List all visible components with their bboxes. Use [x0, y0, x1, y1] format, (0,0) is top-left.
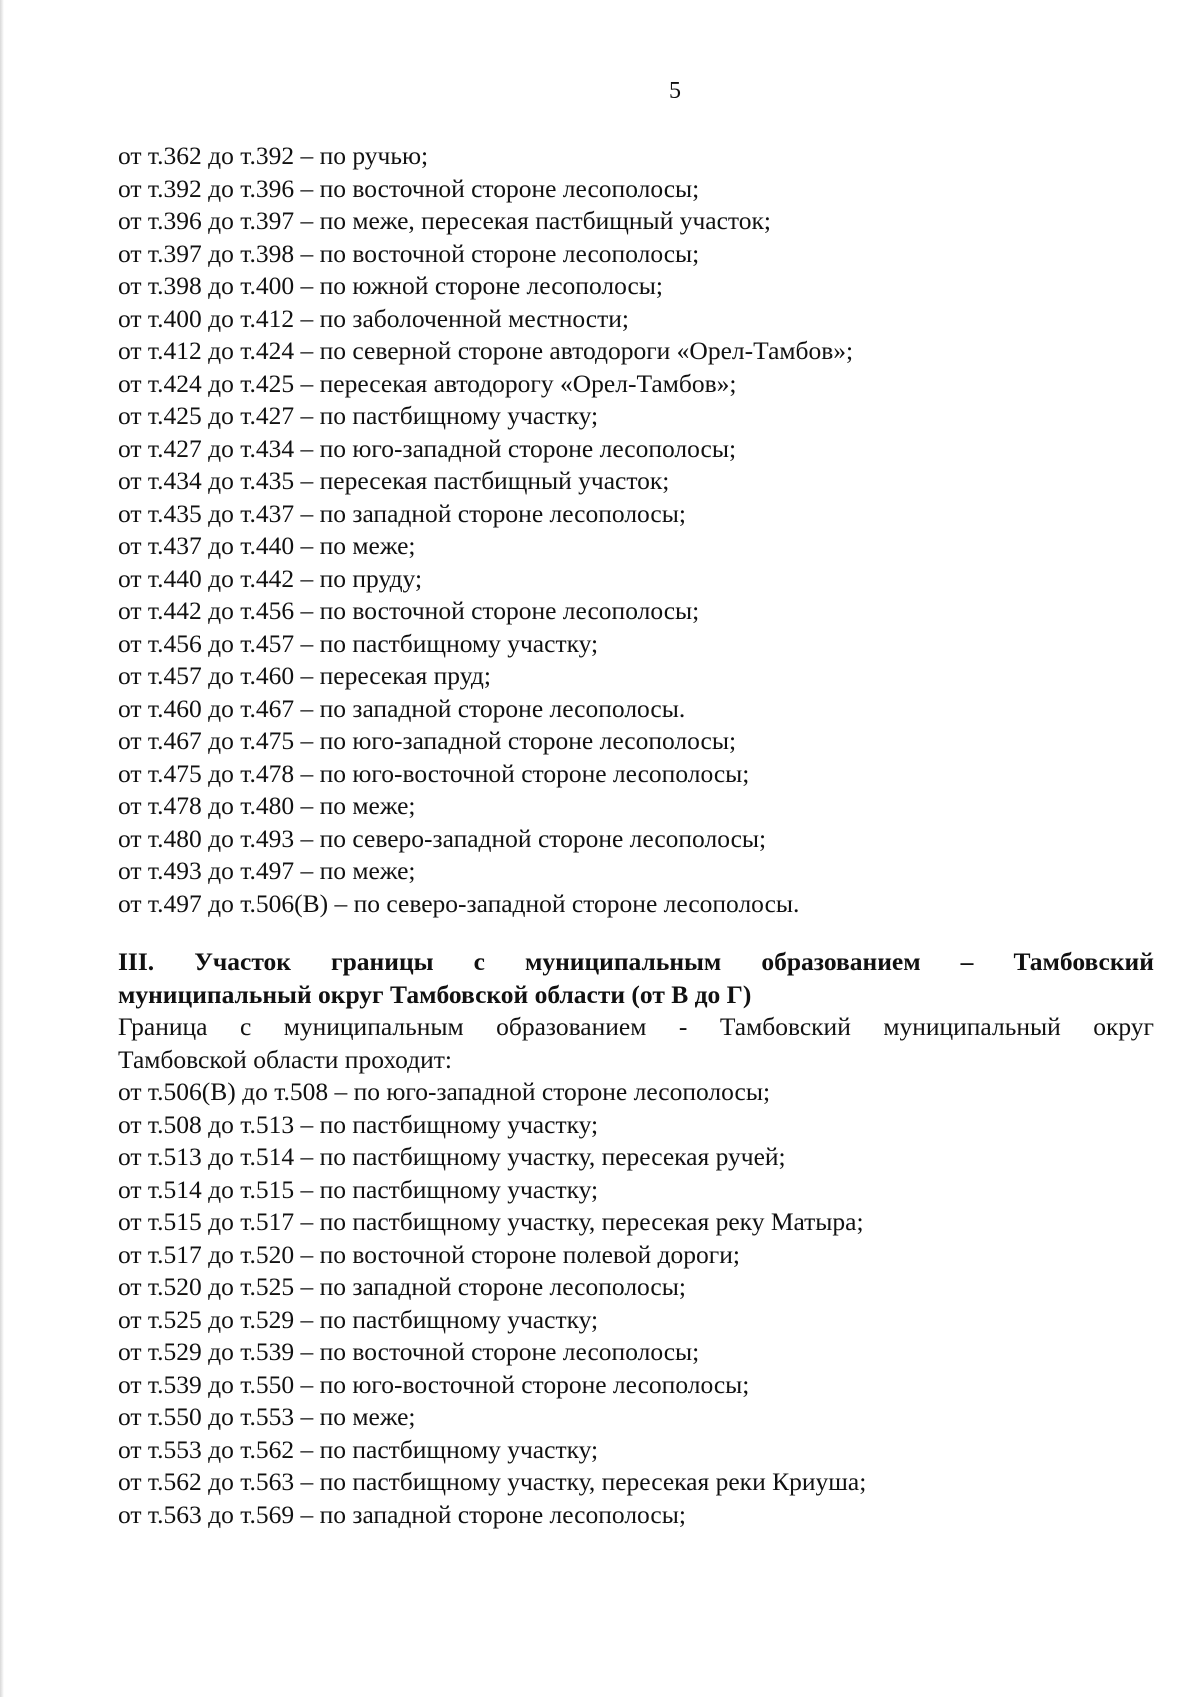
- list-item: от т.563 до т.569 – по западной стороне лесополосы;: [118, 1499, 686, 1529]
- heading-word: Участок: [194, 947, 291, 976]
- list-item: от т.437 до т.440 – по меже;: [118, 531, 416, 560]
- list-item: от т.442 до т.456 – по восточной стороне лесополосы;: [118, 596, 700, 625]
- list-item: от т.525 до т.529 – по пастбищному участку;: [118, 1304, 599, 1334]
- section-heading-line2: муниципальный округ Тамбовской области (от В до Г): [118, 979, 752, 1009]
- section-intro-line2: Тамбовской области проходит:: [118, 1044, 452, 1074]
- list-item: от т.460 до т.467 – по западной стороне лесополосы.: [118, 693, 686, 723]
- heading-word: III.: [118, 947, 155, 976]
- list-item: от т.539 до т.550 – по юго-восточной стороне лесополосы;: [118, 1369, 750, 1399]
- list-item: от т.520 до т.525 – по западной стороне лесополосы;: [118, 1272, 686, 1301]
- section-intro-line1: [118, 1011, 1154, 1044]
- list-item: от т.392 до т.396 – по восточной стороне лесополосы;: [118, 173, 700, 203]
- list-item: от т.435 до т.437 – по западной стороне лесополосы;: [118, 498, 686, 528]
- list-item: от т.396 до т.397 – по меже, пересекая пастбищный участок;: [118, 206, 771, 235]
- list-item: от т.529 до т.539 – по восточной стороне лесополосы;: [118, 1337, 700, 1366]
- list-item: от т.427 до т.434 – по юго-западной стороне лесополосы;: [118, 433, 737, 463]
- list-item: от т.412 до т.424 – по северной стороне автодороги «Орел-Тамбов»;: [118, 336, 854, 365]
- list-item: от т.467 до т.475 – по юго-западной стороне лесополосы;: [118, 726, 737, 755]
- heading-word: Тамбовский: [1013, 947, 1154, 976]
- section-iii: [118, 946, 1154, 1531]
- page-number: 5: [669, 78, 681, 104]
- list-item: от т.515 до т.517 – по пастбищному участку, пересекая реку Матыра;: [118, 1207, 864, 1236]
- list-item: от т.508 до т.513 – по пастбищному участку;: [118, 1109, 599, 1139]
- list-item: от т.562 до т.563 – по пастбищному участку, пересекая реки Криуша;: [118, 1467, 867, 1496]
- intro-word: образованием: [496, 1012, 647, 1041]
- list-item: от т.424 до т.425 – пересекая автодорогу «Орел-Тамбов»;: [118, 368, 737, 398]
- section-intro: [118, 1011, 1154, 1076]
- heading-word: с: [473, 947, 485, 976]
- intro-word: с: [239, 1012, 252, 1041]
- list-item: от т.550 до т.553 – по меже;: [118, 1402, 416, 1431]
- list-item: от т.478 до т.480 – по меже;: [118, 791, 416, 820]
- scan-edge-shadow: [0, 0, 4, 1697]
- list-item: от т.440 до т.442 – по пруду;: [118, 563, 423, 593]
- heading-word: границы: [331, 947, 434, 976]
- intro-word: Граница: [118, 1012, 208, 1041]
- list-item: от т.456 до т.457 – по пастбищному участку;: [118, 628, 599, 658]
- intro-word: -: [678, 1012, 688, 1041]
- list-item: от т.553 до т.562 – по пастбищному участку;: [118, 1434, 599, 1464]
- list-item: от т.480 до т.493 – по северо-западной стороне лесополосы;: [118, 823, 767, 853]
- list-item: от т.475 до т.478 – по юго-восточной стороне лесополосы;: [118, 758, 750, 788]
- list-item: от т.497 до т.506(В) – по северо-западной стороне лесополосы.: [118, 888, 800, 918]
- list-item: от т.397 до т.398 – по восточной стороне лесополосы;: [118, 238, 700, 268]
- list-item: от т.400 до т.412 – по заболоченной местности;: [118, 303, 629, 333]
- list-item: от т.517 до т.520 – по восточной стороне полевой дороги;: [118, 1239, 740, 1269]
- list-item: от т.506(В) до т.508 – по юго-западной стороне лесополосы;: [118, 1077, 771, 1106]
- list-item: от т.425 до т.427 – по пастбищному участку;: [118, 401, 599, 430]
- intro-word: муниципальным: [283, 1012, 464, 1041]
- intro-word: муниципальный: [883, 1012, 1061, 1041]
- list-item: от т.434 до т.435 – пересекая пастбищный участок;: [118, 466, 670, 495]
- list-item: от т.362 до т.392 – по ручью;: [118, 141, 429, 170]
- boundary-list: [118, 140, 1158, 920]
- list-item: от т.493 до т.497 – по меже;: [118, 856, 416, 885]
- list-item: от т.457 до т.460 – пересекая пруд;: [118, 661, 491, 690]
- heading-word: образованием: [761, 947, 921, 976]
- list-item: от т.514 до т.515 – по пастбищному участку;: [118, 1174, 599, 1204]
- section-boundary-list: [118, 1076, 1154, 1531]
- list-item: от т.398 до т.400 – по южной стороне лесополосы;: [118, 271, 664, 300]
- section-heading: [118, 946, 1154, 1011]
- section-heading-line1: [118, 946, 1154, 979]
- intro-word: округ: [1093, 1012, 1154, 1041]
- intro-word: Тамбовский: [719, 1012, 851, 1041]
- list-item: от т.513 до т.514 – по пастбищному участку, пересекая ручей;: [118, 1142, 786, 1171]
- heading-word: –: [960, 947, 974, 976]
- heading-word: муниципальным: [524, 947, 722, 976]
